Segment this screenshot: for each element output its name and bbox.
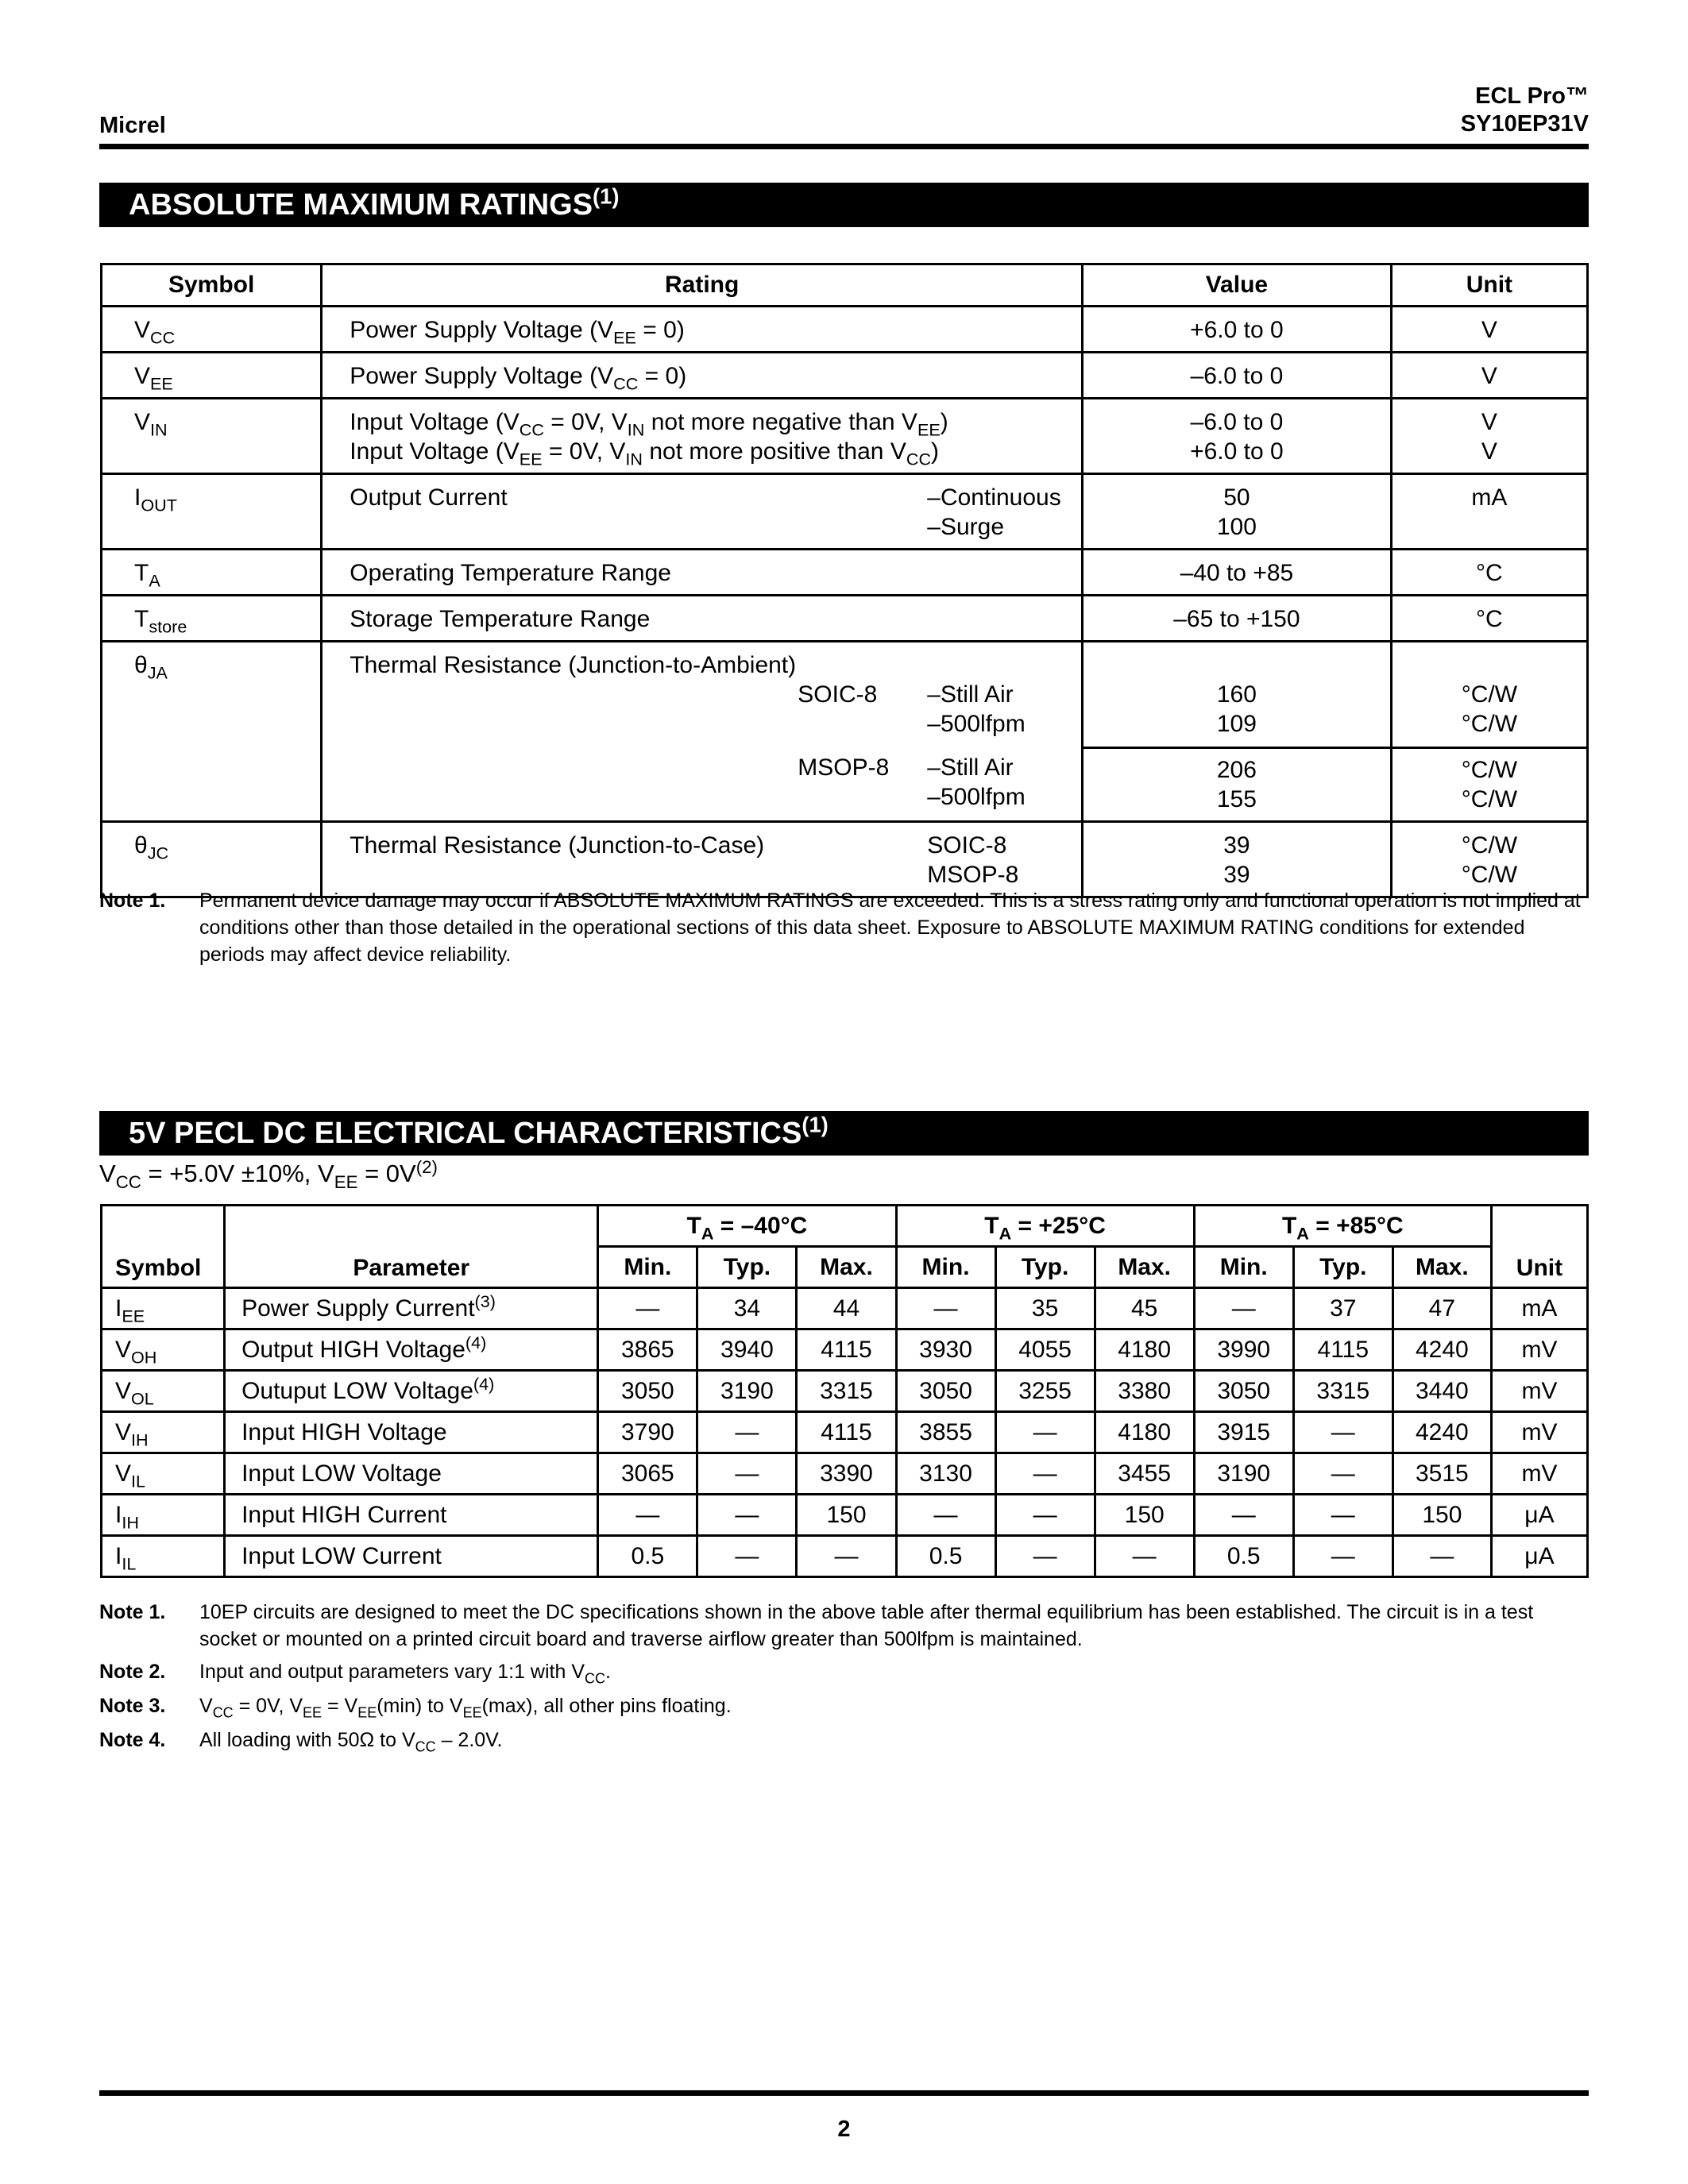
footnote: Note 2. Input and output parameters vary 1:1 with $V_{CC}$. — [99, 1661, 611, 1687]
col-header: Min. — [1194, 1247, 1293, 1288]
symbol-cell: $I_{EE}$ — [102, 1288, 225, 1329]
unit-cell: °C — [1391, 596, 1587, 642]
value-cell: 4240 — [1393, 1412, 1491, 1453]
footnote: Note 4. All loading with 50Ω to $V_{CC} - 2.0V$. — [99, 1729, 503, 1755]
value-cell: — — [1293, 1495, 1393, 1536]
unit-cell: °C — [1391, 550, 1587, 596]
col-header: Typ. — [697, 1247, 797, 1288]
table-row — [102, 353, 1588, 399]
symbol-cell: $I_{IL}$ — [102, 1536, 225, 1577]
value-cell: 3380 — [1095, 1371, 1194, 1412]
col-header: Typ. — [1293, 1247, 1393, 1288]
rating-cell: Power Supply Voltage $(V_{EE} = 0)$ — [322, 307, 1083, 353]
section-title-absolute-max: ABSOLUTE MAXIMUM RATINGS$^{(1)}$ — [99, 183, 1589, 227]
table-row — [102, 399, 1588, 474]
value-cell: 4180 — [1095, 1329, 1194, 1371]
value-cell: — — [1194, 1288, 1293, 1329]
value-cell: — — [697, 1412, 797, 1453]
value-cell: 0.5 — [1194, 1536, 1293, 1577]
rating-line: Input Voltage ($V_{CC} = 0V$, $V_{IN}$ not more negative than $V_{EE}$) — [350, 409, 948, 440]
table-row — [102, 1329, 1588, 1371]
col-header: Max. — [1095, 1247, 1194, 1288]
value-cell: –6.0 to 0 — [1083, 353, 1392, 399]
unit-cell: mV — [1491, 1412, 1587, 1453]
value-cell: — — [896, 1288, 995, 1329]
unit-cell: V V — [1391, 399, 1587, 474]
table-row — [102, 1412, 1588, 1453]
table-row — [102, 550, 1588, 596]
temp-group-header: $T_A = +25^\circ C$ — [896, 1206, 1194, 1247]
symbol-cell: $V_{IL}$ — [102, 1453, 225, 1495]
value-cell: 50 100 — [1083, 474, 1392, 550]
package-divider: 206 155 — [1083, 747, 1390, 814]
package-divider: °C/W °C/W — [1393, 747, 1586, 814]
unit-cell: mV — [1491, 1371, 1587, 1412]
part-number: SY10EP31V — [1460, 111, 1589, 137]
unit-cell: mA — [1491, 1288, 1587, 1329]
value-cell: 3390 — [797, 1453, 896, 1495]
table-header-row — [102, 264, 1588, 307]
rating-cell: Thermal Resistance (Junction-to-Ambient) SOIC-8 –Still Air –500lfpm MSOP-8 –Still Air –500lfpm — [322, 642, 1083, 822]
unit-cell: °C/W °C/W — [1391, 822, 1587, 897]
test-condition: $V_{CC} = +5.0V \pm 10\%$, $V_{EE} = 0V^{(2)}$ — [99, 1156, 438, 1192]
footnote: Note 1. Permanent device damage may occur if ABSOLUTE MAXIMUM RATINGS are exceeded. This is a stress rating only and functional operation is not implied at conditions other than those detailed in the operational sections of this data sheet. Exposure to ABSOLUTE MAXIMUM RATING conditions for extended periods may affect device reliability. — [99, 889, 1581, 966]
col-header: Rating — [322, 264, 1083, 307]
value-cell: 0.5 — [598, 1536, 697, 1577]
value-cell: — — [697, 1495, 797, 1536]
value-cell: — — [1293, 1453, 1393, 1495]
value-cell: 4180 — [1095, 1412, 1194, 1453]
value-cell: 3315 — [797, 1371, 896, 1412]
value-cell: 34 — [697, 1288, 797, 1329]
value-cell: 150 — [797, 1495, 896, 1536]
value-cell: 3855 — [896, 1412, 995, 1453]
symbol-cell: $\theta_{JA}$ — [102, 642, 322, 822]
value-cell: 3440 — [1393, 1371, 1491, 1412]
symbol-cell: $V_{IN}$ — [102, 399, 322, 474]
rating-line: Input Voltage ($V_{EE} = 0V$, $V_{IN}$ not more positive than $V_{CC}$) — [350, 438, 940, 469]
value-cell: 4055 — [995, 1329, 1095, 1371]
value-cell: 160 109 206 155 — [1083, 642, 1392, 822]
parameter-cell: Outuput LOW Voltage$^{(4)}$ — [225, 1371, 598, 1412]
value-cell: –40 to +85 — [1083, 550, 1392, 596]
footnote: Note 3. $V_{CC} = 0V$, $V_{EE} = V_{EE}(\min)$ to $V_{EE}(\max)$, all other pins floating. — [99, 1695, 732, 1721]
unit-cell: μA — [1491, 1536, 1587, 1577]
value-cell: — — [797, 1536, 896, 1577]
unit-cell: V — [1391, 307, 1587, 353]
header-rule — [99, 144, 1589, 149]
rating-cell — [322, 399, 1083, 474]
unit-cell: °C/W °C/W °C/W °C/W — [1391, 642, 1587, 822]
table-row — [102, 1495, 1588, 1536]
rating-cell: Output Current –Continuous –Surge — [322, 474, 1083, 550]
value-cell: 3940 — [697, 1329, 797, 1371]
company-name: Micrel — [99, 113, 166, 138]
table-row — [102, 307, 1588, 353]
rating-cell: Operating Temperature Range — [322, 550, 1083, 596]
value-cell: 150 — [1393, 1495, 1491, 1536]
value-cell: — — [1293, 1412, 1393, 1453]
value-cell: — — [995, 1536, 1095, 1577]
value-cell: 3130 — [896, 1453, 995, 1495]
col-header: Symbol — [102, 1206, 225, 1288]
col-header: Max. — [1393, 1247, 1491, 1288]
unit-cell: mV — [1491, 1453, 1587, 1495]
parameter-cell: Output HIGH Voltage$^{(4)}$ — [225, 1329, 598, 1371]
unit-cell: μA — [1491, 1495, 1587, 1536]
value-cell: — — [896, 1495, 995, 1536]
value-cell: 3455 — [1095, 1453, 1194, 1495]
value-cell: — — [1194, 1495, 1293, 1536]
unit-cell: mA — [1391, 474, 1587, 550]
value-cell: — — [1393, 1536, 1491, 1577]
value-cell: 47 — [1393, 1288, 1491, 1329]
symbol-cell: $V_{OH}$ — [102, 1329, 225, 1371]
page-number: 2 — [837, 2116, 851, 2142]
value-cell: 44 — [797, 1288, 896, 1329]
value-cell: 4115 — [1293, 1329, 1393, 1371]
parameter-cell: Input LOW Voltage — [225, 1453, 598, 1495]
dc-characteristics-table — [100, 1204, 1589, 1578]
value-cell: — — [995, 1495, 1095, 1536]
value-cell: 4115 — [797, 1329, 896, 1371]
value-cell: — — [1293, 1536, 1393, 1577]
col-header: Symbol — [102, 264, 322, 307]
value-cell: 4115 — [797, 1412, 896, 1453]
section-title-dc-characteristics: 5V PECL DC ELECTRICAL CHARACTERISTICS$^{(1)}$ — [99, 1111, 1589, 1156]
symbol-cell: $V_{OL}$ — [102, 1371, 225, 1412]
value-cell: — — [598, 1288, 697, 1329]
symbol-cell: $T_{store}$ — [102, 596, 322, 642]
value-cell: 3515 — [1393, 1453, 1491, 1495]
temp-header-row — [102, 1206, 1588, 1247]
symbol-cell: $T_A$ — [102, 550, 322, 596]
value-cell: — — [598, 1495, 697, 1536]
col-header: Parameter — [225, 1206, 598, 1288]
symbol-cell: $I_{OUT}$ — [102, 474, 322, 550]
value-cell: 3190 — [697, 1371, 797, 1412]
parameter-cell: Power Supply Current$^{(3)}$ — [225, 1288, 598, 1329]
table-row — [102, 596, 1588, 642]
table-row — [102, 1371, 1588, 1412]
value-cell: 39 39 — [1083, 822, 1392, 897]
symbol-cell: $\theta_{JC}$ — [102, 822, 322, 897]
value-cell: 3915 — [1194, 1412, 1293, 1453]
value-cell: — — [995, 1453, 1095, 1495]
symbol-cell: $V_{CC}$ — [102, 307, 322, 353]
col-header: Max. — [797, 1247, 896, 1288]
value-cell: — — [1095, 1536, 1194, 1577]
value-cell: 0.5 — [896, 1536, 995, 1577]
table-row — [102, 1288, 1588, 1329]
parameter-cell: Input HIGH Current — [225, 1495, 598, 1536]
value-cell: 3990 — [1194, 1329, 1293, 1371]
document-id — [1461, 83, 1589, 138]
temp-group-header: $T_A = -40^\circ C$ — [598, 1206, 896, 1247]
rating-cell: Storage Temperature Range — [322, 596, 1083, 642]
value-cell: +6.0 to 0 — [1083, 307, 1392, 353]
value-cell: 3050 — [598, 1371, 697, 1412]
rating-cell: Thermal Resistance (Junction-to-Case) SOIC-8 MSOP-8 — [322, 822, 1083, 897]
footer-rule — [99, 2090, 1589, 2096]
value-cell: 3065 — [598, 1453, 697, 1495]
symbol-cell: $V_{IH}$ — [102, 1412, 225, 1453]
value-cell: — — [995, 1412, 1095, 1453]
value-cell: 3190 — [1194, 1453, 1293, 1495]
table-row — [102, 1453, 1588, 1495]
table-row — [102, 1536, 1588, 1577]
parameter-cell: Input HIGH Voltage — [225, 1412, 598, 1453]
value-cell: 3930 — [896, 1329, 995, 1371]
value-cell: 45 — [1095, 1288, 1194, 1329]
value-cell: 4240 — [1393, 1329, 1491, 1371]
absolute-max-ratings-table — [100, 263, 1589, 898]
col-header: Min. — [896, 1247, 995, 1288]
value-cell: 37 — [1293, 1288, 1393, 1329]
value-cell: –65 to +150 — [1083, 596, 1392, 642]
unit-cell: mV — [1491, 1329, 1587, 1371]
value-cell: 3050 — [896, 1371, 995, 1412]
value-cell: 3790 — [598, 1412, 697, 1453]
table-row — [102, 474, 1588, 550]
table-row — [102, 822, 1588, 897]
col-header: Min. — [598, 1247, 697, 1288]
footnote: Note 1. 10EP circuits are designed to meet the DC specifications shown in the above table after thermal equilibrium has been established. The circuit is in a test socket or mounted on a printed circuit board and traverse airflow greater than 500lfpm is maintained. — [99, 1601, 1534, 1650]
value-cell: 3255 — [995, 1371, 1095, 1412]
product-line: ECL Pro™ — [1475, 83, 1589, 109]
value-cell: 35 — [995, 1288, 1095, 1329]
table-row — [102, 642, 1588, 822]
value-cell: 3315 — [1293, 1371, 1393, 1412]
unit-cell: V — [1391, 353, 1587, 399]
col-header: Unit — [1391, 264, 1587, 307]
parameter-cell: Input LOW Current — [225, 1536, 598, 1577]
col-header: Value — [1083, 264, 1392, 307]
value-cell: 150 — [1095, 1495, 1194, 1536]
value-cell: 3865 — [598, 1329, 697, 1371]
temp-group-header: $T_A = +85^\circ C$ — [1194, 1206, 1491, 1247]
symbol-cell: $V_{EE}$ — [102, 353, 322, 399]
value-cell: 3050 — [1194, 1371, 1293, 1412]
value-cell: — — [697, 1536, 797, 1577]
symbol-cell: $I_{IH}$ — [102, 1495, 225, 1536]
rating-cell: Power Supply Voltage $(V_{CC} = 0)$ — [322, 353, 1083, 399]
col-header: Typ. — [995, 1247, 1095, 1288]
col-header: Unit — [1491, 1206, 1587, 1288]
value-cell: –6.0 to 0 +6.0 to 0 — [1083, 399, 1392, 474]
value-cell: — — [697, 1453, 797, 1495]
